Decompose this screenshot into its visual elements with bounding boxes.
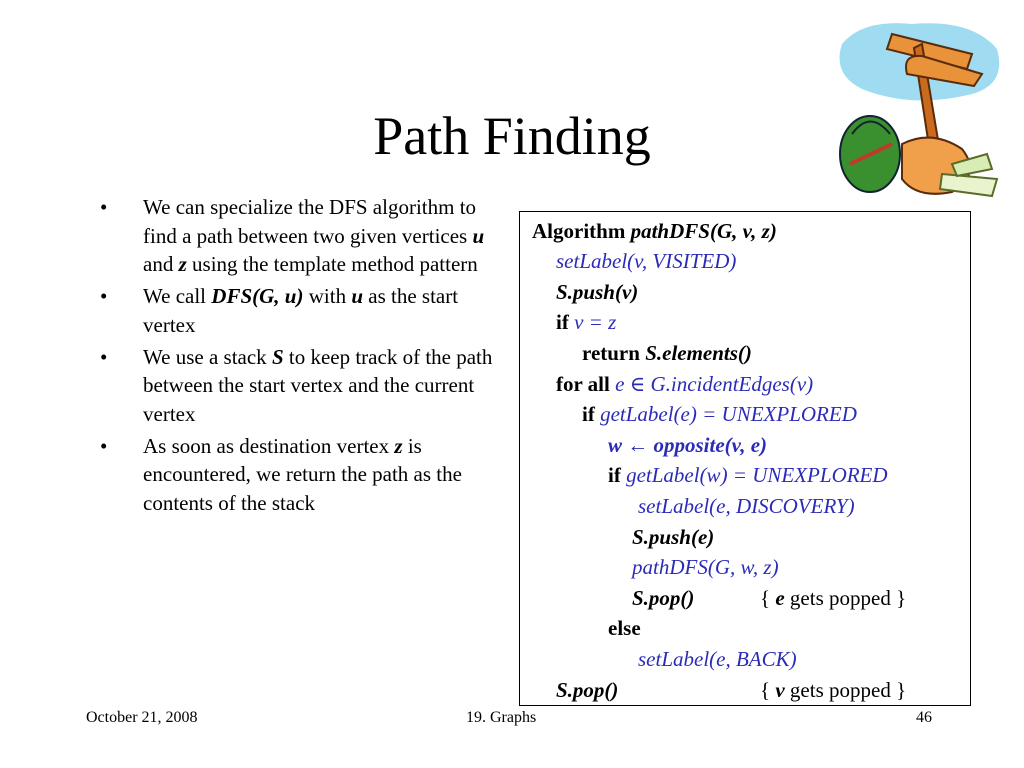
algo-line: pathDFS(G, w, z) (632, 555, 779, 579)
bullet-item: • As soon as destination vertex z is encountered, we return the path as the contents of the stack (100, 433, 462, 515)
footer-page-number: 46 (916, 709, 932, 726)
bullet-item: • We use a stack S to keep track of the path between the start vertex and the current vertex (100, 344, 493, 426)
footer-date: October 21, 2008 (86, 709, 198, 726)
algo-line: S.push(v) (556, 280, 639, 304)
algo-line: Algorithm pathDFS(G, v, z) (532, 219, 777, 243)
algo-comment: { e gets popped } (760, 586, 907, 610)
algo-line: w ← opposite(v, e) (608, 433, 768, 457)
slide-title: Path Finding (373, 106, 651, 166)
bullet-item: • We call DFS(G, u) with u as the start vertex (100, 284, 459, 337)
algo-line: S.pop() (556, 678, 619, 702)
algo-comment: { v gets popped } (760, 678, 907, 702)
algo-line: return S.elements() (582, 341, 752, 365)
algo-line: for all e ∈ G.incidentEdges(v) (556, 372, 814, 396)
algo-line: else (608, 616, 641, 640)
bullet-list (100, 193, 500, 521)
algo-line: if getLabel(w) = UNEXPLORED (608, 463, 888, 487)
algo-line: setLabel(v, VISITED) (556, 249, 737, 273)
algo-line: S.pop() (632, 586, 695, 610)
footer-chapter: 19. Graphs (466, 709, 537, 726)
bullet-item: • We can specialize the DFS algorithm to find a path between two given vertices u and z using the template method pattern (100, 195, 485, 276)
algo-line: setLabel(e, BACK) (638, 647, 797, 671)
algo-line: if getLabel(e) = UNEXPLORED (582, 402, 857, 426)
signpost-backpack-clipart-icon (822, 14, 1012, 204)
algorithm-box (519, 211, 971, 706)
algo-line: S.push(e) (632, 525, 715, 549)
algo-line: setLabel(e, DISCOVERY) (638, 494, 855, 518)
algo-line: if v = z (556, 310, 617, 334)
